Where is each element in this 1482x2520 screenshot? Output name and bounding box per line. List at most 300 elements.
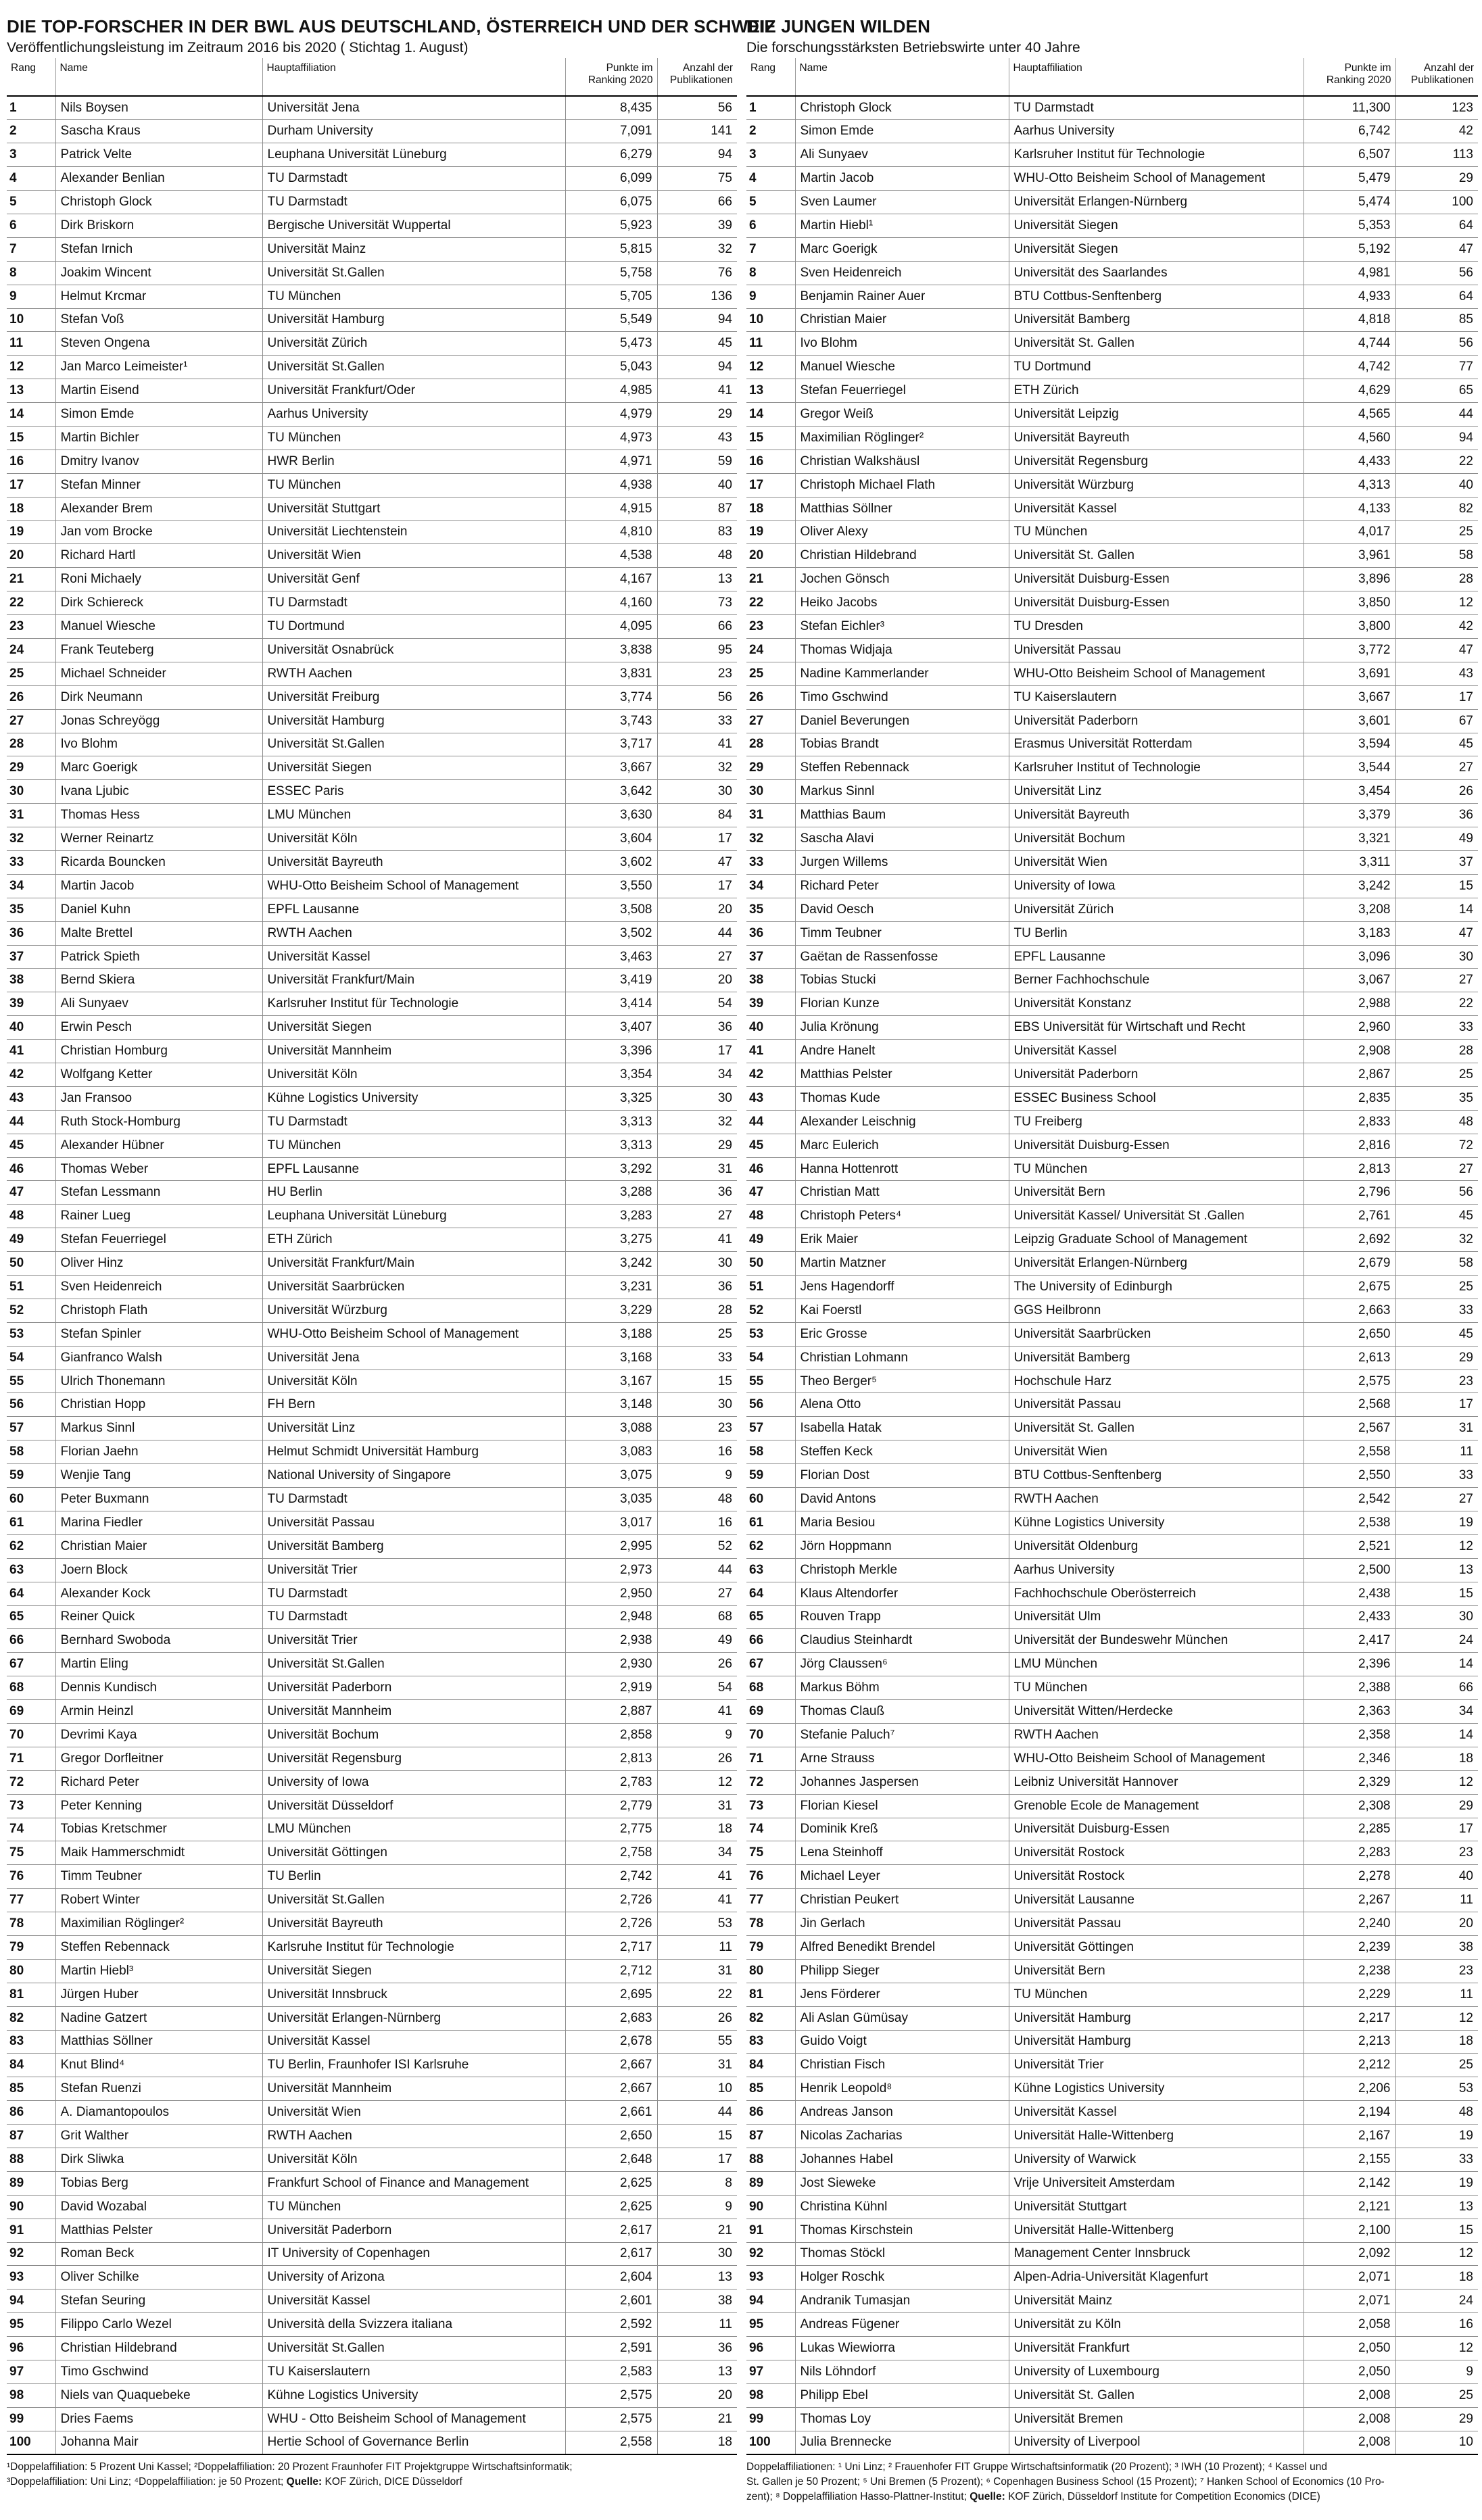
name-cell: Erik Maier [795, 1228, 1009, 1252]
table-row [7, 2054, 737, 2077]
table-row [7, 332, 737, 356]
points-cell: 3,321 [1304, 827, 1395, 851]
right-footnote-line-1: Doppelaffiliationen: ¹ Uni Linz; ² Frauenhofer FIT Gruppe Wirtschaftsinformatik (20 Prozent); ³ IWH (10 Prozent); ⁴ Kassel und [746, 2461, 1327, 2473]
points-cell: 2,167 [1304, 2125, 1395, 2148]
affiliation-cell: Leuphana Universität Lüneburg [262, 143, 565, 167]
table-row [7, 851, 737, 875]
points-cell: 3,208 [1304, 898, 1395, 921]
publications-cell: 11 [1395, 1440, 1478, 1464]
points-cell: 3,292 [565, 1157, 657, 1181]
name-cell: Manuel Wiesche [55, 615, 262, 639]
publications-cell: 9 [657, 1464, 737, 1488]
affiliation-cell: Universität Paderborn [1009, 1063, 1304, 1087]
table-row [746, 827, 1478, 851]
rank-cell: 37 [7, 945, 55, 969]
points-cell: 2,783 [565, 1770, 657, 1794]
table-row [746, 2266, 1478, 2289]
name-cell: Oliver Hinz [55, 1252, 262, 1276]
affiliation-cell: TU München [262, 426, 565, 450]
rank-cell: 63 [7, 1558, 55, 1582]
points-cell: 2,396 [1304, 1653, 1395, 1676]
affiliation-cell: TU Darmstadt [262, 191, 565, 214]
points-cell: 5,479 [1304, 167, 1395, 191]
points-cell: 2,604 [565, 2266, 657, 2289]
table-row [7, 804, 737, 827]
rank-cell: 87 [7, 2125, 55, 2148]
table-row [7, 143, 737, 167]
table-row [7, 1912, 737, 1936]
affiliation-cell: Fachhochschule Oberösterreich [1009, 1582, 1304, 1605]
points-cell: 3,148 [565, 1393, 657, 1417]
publications-cell: 48 [657, 544, 737, 568]
affiliation-cell: Universität Bochum [262, 1723, 565, 1747]
rank-cell: 89 [7, 2171, 55, 2195]
rank-cell: 6 [7, 214, 55, 237]
left-ranking-table [7, 58, 737, 2455]
publications-cell: 38 [657, 2289, 737, 2313]
table-row [7, 2431, 737, 2454]
points-cell: 2,617 [565, 2242, 657, 2266]
publications-cell: 33 [657, 1346, 737, 1370]
name-cell: Gregor Weiß [795, 403, 1009, 427]
affiliation-cell: Kühne Logistics University [262, 1086, 565, 1110]
name-cell: Alexander Leischnig [795, 1110, 1009, 1134]
rank-cell: 92 [7, 2242, 55, 2266]
points-cell: 3,242 [1304, 874, 1395, 898]
table-row [7, 1723, 737, 1747]
affiliation-cell: Universität Innsbruck [262, 1983, 565, 2006]
rank-cell: 64 [746, 1582, 795, 1605]
table-row [746, 1063, 1478, 1087]
name-cell: Markus Sinnl [55, 1417, 262, 1440]
rank-cell: 16 [7, 450, 55, 473]
table-row [7, 450, 737, 473]
table-row [746, 1723, 1478, 1747]
table-row [7, 497, 737, 520]
affiliation-cell: TU Darmstadt [262, 1110, 565, 1134]
points-cell: 5,353 [1304, 214, 1395, 237]
publications-cell: 34 [1395, 1700, 1478, 1724]
publications-cell: 12 [1395, 2337, 1478, 2360]
points-cell: 2,229 [1304, 1983, 1395, 2006]
name-cell: Daniel Kuhn [55, 898, 262, 921]
points-cell: 2,575 [565, 2383, 657, 2407]
name-cell: Sascha Kraus [55, 120, 262, 143]
publications-cell: 68 [657, 1605, 737, 1629]
table-row [7, 1629, 737, 1653]
publications-cell: 33 [657, 709, 737, 733]
affiliation-cell: LMU München [1009, 1653, 1304, 1676]
publications-cell: 65 [1395, 379, 1478, 403]
points-cell: 5,758 [565, 261, 657, 285]
publications-cell: 12 [657, 1770, 737, 1794]
table-row [7, 945, 737, 969]
name-cell: Richard Peter [55, 1770, 262, 1794]
table-row [746, 969, 1478, 992]
publications-cell: 24 [1395, 2289, 1478, 2313]
points-cell: 6,075 [565, 191, 657, 214]
rank-cell: 68 [7, 1676, 55, 1700]
name-cell: Ali Sunyaev [55, 992, 262, 1016]
affiliation-cell: Universität des Saarlandes [1009, 261, 1304, 285]
right-header-row [746, 58, 1478, 96]
publications-cell: 10 [657, 2077, 737, 2101]
publications-cell: 29 [1395, 167, 1478, 191]
right-header-name: Name [795, 58, 1009, 96]
name-cell: Matthias Baum [795, 804, 1009, 827]
name-cell: Jan Fransoo [55, 1086, 262, 1110]
name-cell: Andranik Tumasjan [795, 2289, 1009, 2313]
publications-cell: 18 [1395, 1747, 1478, 1770]
publications-cell: 30 [657, 1393, 737, 1417]
publications-cell: 33 [1395, 1016, 1478, 1040]
points-cell: 3,288 [565, 1181, 657, 1205]
affiliation-cell: Leipzig Graduate School of Management [1009, 1228, 1304, 1252]
publications-cell: 76 [657, 261, 737, 285]
publications-cell: 13 [657, 2360, 737, 2384]
table-row [7, 1794, 737, 1818]
table-row [7, 1889, 737, 1912]
name-cell: Stefan Seuring [55, 2289, 262, 2313]
rank-cell: 60 [746, 1488, 795, 1511]
points-cell: 3,311 [1304, 851, 1395, 875]
affiliation-cell: Universität Duisburg-Essen [1009, 591, 1304, 615]
publications-cell: 33 [1395, 2148, 1478, 2171]
table-row [746, 685, 1478, 709]
rank-cell: 52 [7, 1299, 55, 1322]
points-cell: 3,088 [565, 1417, 657, 1440]
rank-cell: 18 [746, 497, 795, 520]
affiliation-cell: Universität Bern [1009, 1959, 1304, 1983]
name-cell: Dennis Kundisch [55, 1676, 262, 1700]
rank-cell: 50 [7, 1252, 55, 1276]
rank-cell: 15 [7, 426, 55, 450]
points-cell: 2,050 [1304, 2360, 1395, 2384]
name-cell: Thomas Kirschstein [795, 2219, 1009, 2242]
name-cell: Ivana Ljubic [55, 780, 262, 804]
rank-cell: 58 [746, 1440, 795, 1464]
affiliation-cell: Universität Stuttgart [262, 497, 565, 520]
name-cell: Jin Gerlach [795, 1912, 1009, 1936]
points-cell: 3,231 [565, 1276, 657, 1299]
table-row [746, 191, 1478, 214]
affiliation-cell: Universität Linz [262, 1417, 565, 1440]
affiliation-cell: TU Kaiserslautern [262, 2360, 565, 2384]
publications-cell: 84 [657, 804, 737, 827]
points-cell: 2,661 [565, 2101, 657, 2125]
name-cell: Sascha Alavi [795, 827, 1009, 851]
publications-cell: 13 [1395, 1558, 1478, 1582]
name-cell: Timm Teubner [55, 1865, 262, 1889]
affiliation-cell: Durham University [262, 120, 565, 143]
affiliation-cell: TU Darmstadt [262, 1582, 565, 1605]
rank-cell: 40 [7, 1016, 55, 1040]
affiliation-cell: Universität Wien [1009, 851, 1304, 875]
table-row [746, 662, 1478, 685]
rank-cell: 68 [746, 1676, 795, 1700]
affiliation-cell: Universität Siegen [1009, 237, 1304, 261]
publications-cell: 20 [657, 898, 737, 921]
rank-cell: 84 [746, 2054, 795, 2077]
points-cell: 2,779 [565, 1794, 657, 1818]
points-cell: 11,300 [1304, 96, 1395, 120]
affiliation-cell: Universität St.Gallen [262, 733, 565, 756]
rank-cell: 20 [746, 544, 795, 568]
table-row [7, 1488, 737, 1511]
rank-cell: 22 [7, 591, 55, 615]
rank-cell: 33 [7, 851, 55, 875]
table-row [7, 709, 737, 733]
table-row [7, 591, 737, 615]
name-cell: Roni Michaely [55, 568, 262, 591]
affiliation-cell: Universität St. Gallen [1009, 332, 1304, 356]
rank-cell: 93 [746, 2266, 795, 2289]
rank-cell: 54 [746, 1346, 795, 1370]
affiliation-cell: Universität Kassel [1009, 1040, 1304, 1063]
table-row [746, 356, 1478, 379]
name-cell: Jan Marco Leimeister¹ [55, 356, 262, 379]
affiliation-cell: EPFL Lausanne [1009, 945, 1304, 969]
points-cell: 3,550 [565, 874, 657, 898]
points-cell: 2,092 [1304, 2242, 1395, 2266]
name-cell: Florian Kiesel [795, 1794, 1009, 1818]
points-cell: 2,071 [1304, 2289, 1395, 2313]
rank-cell: 11 [746, 332, 795, 356]
table-row [7, 520, 737, 544]
affiliation-cell: Universität Wien [1009, 1440, 1304, 1464]
affiliation-cell: Universität Wien [262, 544, 565, 568]
points-cell: 2,712 [565, 1959, 657, 1983]
rank-cell: 78 [7, 1912, 55, 1936]
name-cell: Roman Beck [55, 2242, 262, 2266]
rank-cell: 6 [746, 214, 795, 237]
name-cell: Martin Hiebl¹ [795, 214, 1009, 237]
rank-cell: 44 [746, 1110, 795, 1134]
publications-cell: 48 [1395, 1110, 1478, 1134]
points-cell: 5,192 [1304, 237, 1395, 261]
publications-cell: 56 [1395, 332, 1478, 356]
rank-cell: 55 [746, 1370, 795, 1393]
rank-cell: 21 [7, 568, 55, 591]
table-row [746, 403, 1478, 427]
points-cell: 5,815 [565, 237, 657, 261]
rank-cell: 46 [7, 1157, 55, 1181]
points-cell: 3,325 [565, 1086, 657, 1110]
points-cell: 2,285 [1304, 1818, 1395, 1841]
points-cell: 4,160 [565, 591, 657, 615]
rank-cell: 8 [7, 261, 55, 285]
rank-cell: 11 [7, 332, 55, 356]
publications-cell: 31 [1395, 1417, 1478, 1440]
affiliation-cell: Helmut Schmidt Universität Hamburg [262, 1440, 565, 1464]
affiliation-cell: TU Berlin, Fraunhofer ISI Karlsruhe [262, 2054, 565, 2077]
name-cell: Matthias Pelster [55, 2219, 262, 2242]
points-cell: 4,981 [1304, 261, 1395, 285]
rank-cell: 49 [746, 1228, 795, 1252]
name-cell: Florian Jaehn [55, 1440, 262, 1464]
table-row [7, 1558, 737, 1582]
affiliation-cell: Universität Duisburg-Essen [1009, 568, 1304, 591]
publications-cell: 87 [657, 497, 737, 520]
table-row [7, 1346, 737, 1370]
rank-cell: 15 [746, 426, 795, 450]
name-cell: Christoph Glock [55, 191, 262, 214]
points-cell: 4,167 [565, 568, 657, 591]
name-cell: Martin Matzner [795, 1252, 1009, 1276]
table-row [746, 1700, 1478, 1724]
rank-cell: 35 [746, 898, 795, 921]
affiliation-cell: Universität Wien [262, 2101, 565, 2125]
affiliation-cell: Universität Passau [1009, 1912, 1304, 1936]
affiliation-cell: Universität Frankfurt [1009, 2337, 1304, 2360]
name-cell: Jurgen Willems [795, 851, 1009, 875]
points-cell: 2,212 [1304, 2054, 1395, 2077]
table-row [7, 1299, 737, 1322]
table-row [7, 568, 737, 591]
points-cell: 3,831 [565, 662, 657, 685]
points-cell: 2,363 [1304, 1700, 1395, 1724]
name-cell: Rouven Trapp [795, 1605, 1009, 1629]
rank-cell: 70 [7, 1723, 55, 1747]
publications-cell: 36 [657, 1181, 737, 1205]
points-cell: 2,050 [1304, 2337, 1395, 2360]
right-header-publications: Anzahl der Publikationen [1395, 58, 1478, 96]
table-row [7, 2030, 737, 2054]
points-cell: 3,096 [1304, 945, 1395, 969]
rank-cell: 65 [7, 1605, 55, 1629]
table-row [7, 1605, 737, 1629]
rank-cell: 73 [7, 1794, 55, 1818]
table-row [7, 921, 737, 945]
name-cell: Jochen Gönsch [795, 568, 1009, 591]
affiliation-cell: Universität Kassel [1009, 497, 1304, 520]
publications-cell: 27 [657, 1582, 737, 1605]
name-cell: Christian Maier [55, 1534, 262, 1558]
points-cell: 2,995 [565, 1534, 657, 1558]
rank-cell: 90 [746, 2195, 795, 2219]
name-cell: Nils Boysen [55, 96, 262, 120]
publications-cell: 29 [1395, 1346, 1478, 1370]
rank-cell: 24 [746, 638, 795, 662]
points-cell: 3,067 [1304, 969, 1395, 992]
affiliation-cell: WHU - Otto Beisheim School of Management [262, 2407, 565, 2431]
table-row [7, 1440, 737, 1464]
rank-cell: 19 [746, 520, 795, 544]
points-cell: 4,979 [565, 403, 657, 427]
affiliation-cell: TU München [262, 285, 565, 308]
affiliation-cell: Universität Siegen [262, 1016, 565, 1040]
affiliation-cell: Universität Mainz [262, 237, 565, 261]
rank-cell: 39 [7, 992, 55, 1016]
rank-cell: 2 [7, 120, 55, 143]
affiliation-cell: Hertie School of Governance Berlin [262, 2431, 565, 2454]
rank-cell: 51 [746, 1276, 795, 1299]
points-cell: 2,278 [1304, 1865, 1395, 1889]
table-row [746, 2195, 1478, 2219]
table-row [746, 615, 1478, 639]
rank-cell: 42 [7, 1063, 55, 1087]
table-row [7, 827, 737, 851]
rank-cell: 94 [7, 2289, 55, 2313]
points-cell: 2,726 [565, 1889, 657, 1912]
table-row [746, 379, 1478, 403]
rank-cell: 73 [746, 1794, 795, 1818]
publications-cell: 59 [657, 450, 737, 473]
right-header-rank: Rang [746, 58, 795, 96]
publications-cell: 47 [1395, 921, 1478, 945]
points-cell: 2,550 [1304, 1464, 1395, 1488]
affiliation-cell: Universität Trier [262, 1558, 565, 1582]
publications-cell: 49 [657, 1629, 737, 1653]
name-cell: Devrimi Kaya [55, 1723, 262, 1747]
publications-cell: 31 [657, 1157, 737, 1181]
table-row [7, 356, 737, 379]
table-row [746, 450, 1478, 473]
publications-cell: 19 [1395, 1511, 1478, 1534]
table-row [746, 1440, 1478, 1464]
left-source-text: KOF Zürich, DICE Düsseldorf [325, 2476, 462, 2488]
table-row [746, 1605, 1478, 1629]
rank-cell: 34 [746, 874, 795, 898]
name-cell: Tobias Stucki [795, 969, 1009, 992]
name-cell: Benjamin Rainer Auer [795, 285, 1009, 308]
publications-cell: 34 [657, 1841, 737, 1865]
table-row [746, 2360, 1478, 2384]
name-cell: Andre Hanelt [795, 1040, 1009, 1063]
rank-cell: 88 [746, 2148, 795, 2171]
publications-cell: 67 [1395, 709, 1478, 733]
rank-cell: 7 [7, 237, 55, 261]
publications-cell: 27 [1395, 1157, 1478, 1181]
points-cell: 3,642 [565, 780, 657, 804]
table-row [7, 1676, 737, 1700]
points-cell: 2,667 [565, 2077, 657, 2101]
affiliation-cell: TU Darmstadt [262, 1488, 565, 1511]
points-cell: 2,813 [565, 1747, 657, 1770]
rank-cell: 5 [746, 191, 795, 214]
affiliation-cell: Universität St.Gallen [262, 2337, 565, 2360]
table-row [746, 1818, 1478, 1841]
table-row [7, 1417, 737, 1440]
publications-cell: 27 [1395, 969, 1478, 992]
name-cell: Guido Voigt [795, 2030, 1009, 2054]
affiliation-cell: Universität St.Gallen [262, 1653, 565, 1676]
table-row [7, 2289, 737, 2313]
name-cell: Lena Steinhoff [795, 1841, 1009, 1865]
points-cell: 5,923 [565, 214, 657, 237]
affiliation-cell: TU Freiberg [1009, 1110, 1304, 1134]
table-row [746, 2148, 1478, 2171]
affiliation-cell: TU München [1009, 1157, 1304, 1181]
points-cell: 8,435 [565, 96, 657, 120]
publications-cell: 64 [1395, 285, 1478, 308]
affiliation-cell: Universität Siegen [262, 1959, 565, 1983]
points-cell: 2,950 [565, 1582, 657, 1605]
publications-cell: 16 [657, 1511, 737, 1534]
rank-cell: 43 [746, 1086, 795, 1110]
table-row [746, 2006, 1478, 2030]
table-row [746, 2289, 1478, 2313]
table-row [7, 96, 737, 120]
publications-cell: 36 [657, 1016, 737, 1040]
name-cell: Hanna Hottenrott [795, 1157, 1009, 1181]
table-row [746, 2171, 1478, 2195]
publications-cell: 43 [1395, 662, 1478, 685]
points-cell: 2,625 [565, 2195, 657, 2219]
rank-cell: 47 [7, 1181, 55, 1205]
table-row [746, 332, 1478, 356]
rank-cell: 100 [7, 2431, 55, 2454]
